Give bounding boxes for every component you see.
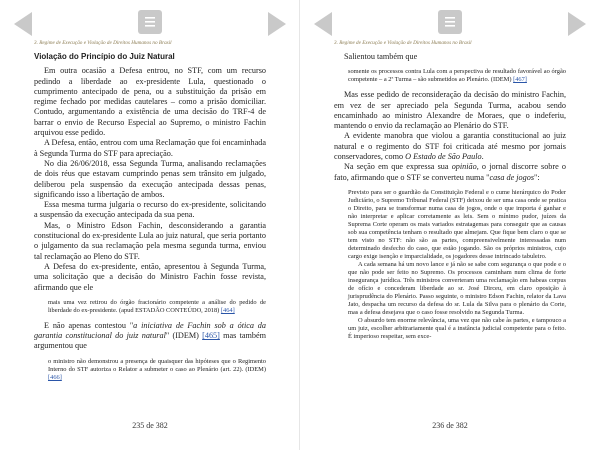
footnote-link[interactable]: [467]: [513, 76, 527, 84]
quote-text: mais uma vez retirou do órgão fracionário competente a análise do pedido de liberdade do ex-presidente. (apud ESTADÃO CONTEÚDO, 2018): [48, 298, 266, 314]
paragraph: Salientou também que: [344, 52, 418, 61]
left-page-content: [34, 52, 266, 388]
quote-paragraph: O absurdo tem enorme relevância, uma vez que não cabe às partes, e tampouco a um juiz, escolher arbitrariamente qual é a instância judicial competente para o feito. É imperioso respeitar, sem exce-: [348, 316, 566, 340]
quote-paragraph: Previsto para ser o guardião da Constituição Federal e o cume hierárquico do Poder Judiciário, o Supremo Tribunal Federal (STF) deixou de ser uma casa onde se pratica o Direito, para se transformar numa casa de jogos, onde o que importa é ganhar e não interpretar e aplicar corretamente as leis. Sem o mínimo pudor, juízes da Suprema Corte operam os mais variados estratagemas para conseguir que as causas sob sua competência tenham o resultado que almejam. Que fique bem claro o que se tem visto no STF: não são as partes, compreensivelmente interessadas num determinado desfecho do caso, que estão jogando. São os próprios ministros, cujo cargo exige isenção e imparcialidade, os jogadores desse intrincado tabuleiro.: [348, 188, 566, 260]
block-quote: [48, 299, 266, 315]
quote-paragraph: A cada semana há um novo lance e já não se sabe com segurança o que pode e o que não pode ser feito no Supremo. Os processos caminham num clima de forte insegurança jurídica. Três ministros converteram uma reclamação em habeas corpus de ofício e concederam liberdade ao sr. José Dirceu, em claro oposição à jurisprudência do Plenário. Passo seguinte, o ministro Edson Fachin, relator da Lava Jato, despacha um recurso da defesa do sr. Lula da Silva para o plenário da Corte, mas a defesa desejava que o caso fosse resolvido na Segunda Turma.: [348, 260, 566, 316]
menu-list-icon[interactable]: [438, 10, 462, 34]
paragraph: A Defesa do ex-presidente, então, apresentou à Segunda Turma, uma solicitação que a decisão do Ministro Fachin fosse revista, afirmando que ele: [34, 261, 266, 292]
paragraph-text: , o jornal discorre sobre o fato, afirmando que o STF se converteu numa ": [334, 162, 567, 182]
page-number: 236 de 382: [432, 421, 468, 430]
block-quote: [48, 358, 266, 382]
paragraph: [334, 131, 566, 162]
footnote-link[interactable]: [464]: [220, 306, 235, 314]
right-page: [300, 0, 600, 450]
emphasis-text: a iniciativa de Fachin sob a ótica da garantia constitucional do juiz natural: [34, 320, 266, 341]
paragraph-text: mas também argumentou que: [34, 331, 266, 351]
right-page-nav: [300, 10, 600, 38]
paragraph: A Defesa, então, entrou com uma Reclamação que foi encaminhada à Segunda Turma do STF para apreciação.: [34, 138, 266, 158]
footnote-link[interactable]: [465]: [202, 331, 220, 341]
footnote-link[interactable]: [466]: [48, 373, 62, 381]
emphasis-text: opinião: [451, 162, 477, 172]
quote-text: somente os processos contra Lula com a perspectiva de resultado favorável ao órgão competente – a 2ª Turma – são submetidos ao Plenário. (IDEM): [348, 68, 566, 84]
paragraph: [334, 162, 566, 183]
paragraph-text: E não apenas contestou ": [44, 320, 134, 330]
paragraph: Em outra ocasião a Defesa entrou, no STF, com um recurso pedindo a liberdade ao ex-presidente Lula, questionado o cumprimento antecipado de pena, ou a substituição da prisão em regime fechado por medidas cautelares – como a prisão domiciliar. Contudo, argumentando a existência de uma decisão do TRF-4 de barrar o envio de Recurso Especial ao Supremo, o ministro Fachin arquivou esse pedido.: [34, 66, 266, 138]
paragraph: Mas, o Ministro Edson Fachin, desconsiderando a garantia constitucional do ex-presidente Lula ao juiz natural, que seria portanto o julgamento da sua reclamação pela mesma segunda turma, enviou tal reclamação ao Pleno do STF.: [34, 220, 266, 261]
block-quote: [348, 68, 566, 84]
section-heading: Violação do Princípio do Juiz Natural: [34, 52, 175, 61]
emphasis-text: casa de jogos: [489, 172, 535, 182]
page-number: 235 de 382: [132, 421, 168, 430]
paragraph-text: .: [481, 152, 484, 162]
running-head: 3. Regime de Execução e Violação de Direitos Humanos no Brasil: [34, 40, 172, 46]
prev-page-arrow-icon[interactable]: [14, 12, 32, 36]
paragraph: Essa mesma turma julgaria o recurso do ex-presidente, solicitando a suspensão da execução antecipada da sua pena.: [34, 200, 266, 220]
menu-list-icon[interactable]: [138, 10, 162, 34]
quote-text: o ministro não demonstrou a presença de quaisquer das hipóteses que o Regimento Interno do STF autoriza o Relator a submeter o caso ao Plenário (art. 22). (IDEM): [48, 357, 266, 373]
paragraph-text: A evidente manobra que violou a garantia constitucional ao juiz natural e o regimento do STF foi criticada até mesmo por jornais conservadores, como: [334, 131, 566, 162]
paragraph-text: Na seção em que expressa sua: [344, 162, 452, 172]
paragraph: [34, 321, 266, 352]
left-page-nav: [0, 10, 300, 38]
paragraph-text: " (IDEM): [165, 331, 203, 341]
running-head: 3. Regime de Execução e Violação de Direitos Humanos no Brasil: [334, 40, 472, 46]
paragraph: No dia 26/06/2018, essa Segunda Turma, analisando reclamações de dois réus que estavam cumprindo penas sem trânsito em julgado, deliberou pela suspensão da execução antecipada dessas penas, significando isso a libertação de ambos.: [34, 158, 266, 199]
prev-page-arrow-icon[interactable]: [314, 12, 332, 36]
next-page-arrow-icon[interactable]: [568, 12, 586, 36]
emphasis-text: O Estado de São Paulo: [405, 152, 482, 162]
paragraph-text: ":: [534, 172, 540, 182]
right-page-content: [334, 52, 566, 347]
paragraph: Mas esse pedido de reconsideração da decisão do ministro Fachin, em vez de ser apreciado pela Segunda Turma, acabou sendo encaminhado ao ministro Alexandre de Moraes, que o indeferiu, mantendo o envio da reclamação ao Plenário do STF.: [334, 90, 566, 131]
next-page-arrow-icon[interactable]: [268, 12, 286, 36]
block-quote: [348, 189, 566, 341]
